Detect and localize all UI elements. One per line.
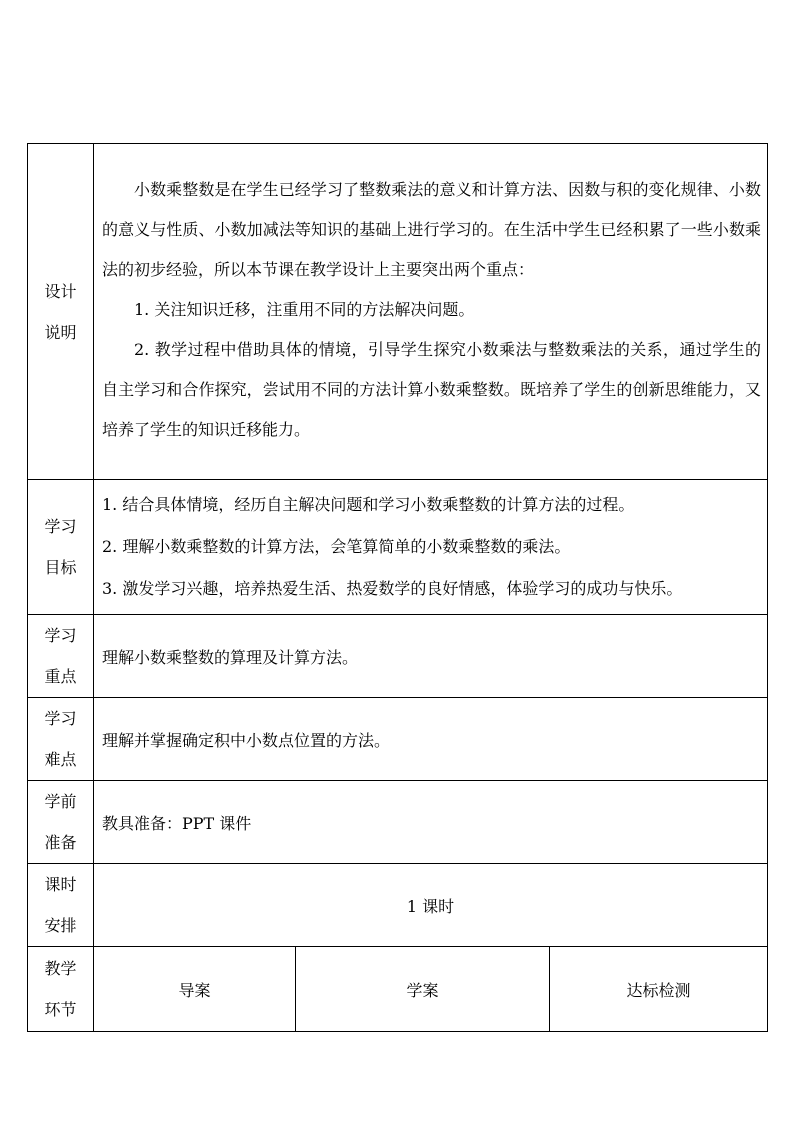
row-schedule — [28, 864, 768, 947]
difficulties-label: 学习 难点 — [28, 698, 94, 781]
key-points-label: 学习 重点 — [28, 615, 94, 698]
row-preparation — [28, 781, 768, 864]
design-paragraph: 1. 关注知识迁移，注重用不同的方法解决问题。 — [134, 299, 475, 319]
schedule-label: 课时 安排 — [28, 864, 94, 947]
goal-item: 2. 理解小数乘整数的计算方法，会笔算简单的小数乘整数的乘法。 — [102, 537, 571, 556]
stage-column-study: 学案 — [296, 947, 550, 1032]
preparation-label: 学前 准备 — [28, 781, 94, 864]
goal-item: 1. 结合具体情境，经历自主解决问题和学习小数乘整数的计算方法的过程。 — [102, 495, 635, 514]
difficulties-text: 理解并掌握确定积中小数点位置的方法。 — [94, 698, 768, 781]
stage-column-guide: 导案 — [94, 947, 296, 1032]
goal-item: 3. 激发学习兴趣，培养热爱生活、热爱数学的良好情感，体验学习的成功与快乐。 — [102, 579, 683, 598]
row-stages — [28, 947, 768, 1032]
design-paragraph: 小数乘整数是在学生已经学习了整数乘法的意义和计算方法、因数与积的变化规律、小数的意义与性质、小数加减法等知识的基础上进行学习的。在生活中学生已经积累了一些小数乘法的初步经验，所以本节课在教学设计上主要突出两个重点： — [102, 179, 762, 279]
design-paragraph: 2. 教学过程中借助具体的情境，引导学生探究小数乘法与整数乘法的关系，通过学生的自主学习和合作探究，尝试用不同的方法计算小数乘整数。既培养了学生的创新思维能力，又培养了学生的知识迁移能力。 — [102, 339, 762, 439]
lesson-plan-table — [27, 143, 768, 1032]
key-points-text: 理解小数乘整数的算理及计算方法。 — [94, 615, 768, 698]
preparation-text: 教具准备：PPT 课件 — [94, 781, 768, 864]
row-key-points — [28, 615, 768, 698]
goals-label: 学习 目标 — [28, 480, 94, 615]
schedule-text: 1 课时 — [94, 864, 768, 947]
design-label: 设计 说明 — [28, 144, 94, 480]
row-difficulties — [28, 698, 768, 781]
stage-column-assessment: 达标检测 — [550, 947, 768, 1032]
stages-label: 教学 环节 — [28, 947, 94, 1032]
row-design — [28, 144, 768, 480]
row-goals — [28, 480, 768, 615]
design-content — [94, 144, 768, 480]
goals-content — [94, 480, 768, 615]
